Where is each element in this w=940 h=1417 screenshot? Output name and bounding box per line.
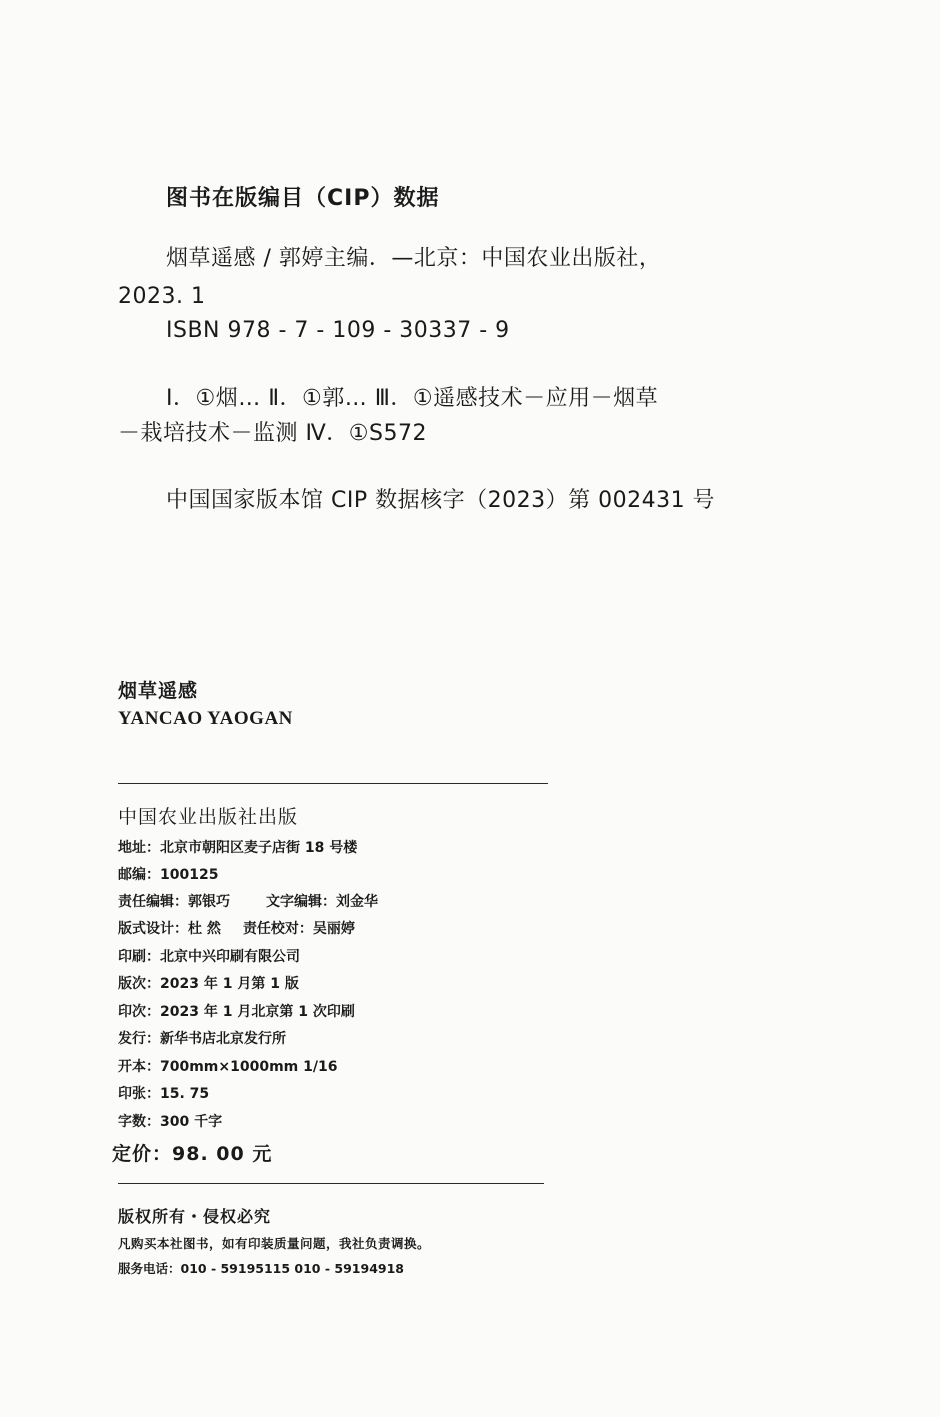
divider-bottom [118, 1183, 544, 1184]
cip-year-line: 2023. 1 [118, 284, 206, 309]
cip-isbn-line: ISBN 978 - 7 - 109 - 30337 - 9 [166, 318, 510, 343]
service-phone: 服务电话：010 - 59195115 010 - 59194918 [118, 1261, 404, 1276]
word-count-line: 字数：300 千字 [118, 1114, 223, 1130]
printing-line: 印次：2023 年 1 月北京第 1 次印刷 [118, 1004, 355, 1020]
divider-top [118, 783, 548, 784]
postcode-line: 邮编：100125 [118, 867, 219, 883]
publisher-statement: 中国农业出版社出版 [118, 806, 299, 828]
sheets-line: 印张：15. 75 [118, 1086, 210, 1102]
edition-line: 版次：2023 年 1 月第 1 版 [118, 976, 299, 992]
address-line: 地址：北京市朝阳区麦子店街 18 号楼 [118, 840, 358, 856]
cip-heading: 图书在版编目（CIP）数据 [166, 186, 440, 211]
design-line [118, 918, 355, 938]
cip-classification-line: Ⅰ．①烟… Ⅱ．①郭… Ⅲ．①遥感技术－应用－烟草 [166, 386, 659, 411]
layout-designer: 版式设计：杜 然 [118, 921, 221, 937]
cip-classification-continued: －栽培技术－监测 Ⅳ．①S572 [118, 421, 427, 446]
rights-statement: 版权所有・侵权必究 [118, 1207, 272, 1226]
price-line: 定价：98. 00 元 [112, 1143, 273, 1165]
book-title-pinyin: YANCAO YAOGAN [118, 708, 293, 729]
proofreader: 责任校对：吴丽婷 [242, 921, 355, 937]
cip-title-line: 烟草遥感 / 郭婷主编．—北京：中国农业出版社， [166, 246, 662, 271]
format-line: 开本：700mm×1000mm 1/16 [118, 1059, 338, 1075]
exchange-notice: 凡购买本社图书，如有印装质量问题，我社负责调换。 [118, 1236, 431, 1251]
printer-line: 印刷：北京中兴印刷有限公司 [118, 949, 300, 965]
text-editor: 文字编辑：刘金华 [266, 894, 378, 910]
book-title: 烟草遥感 [118, 680, 199, 702]
distributor-line: 发行：新华书店北京发行所 [118, 1031, 286, 1047]
responsible-editor: 责任编辑：郭银巧 [118, 894, 230, 910]
editors-line [118, 891, 378, 911]
cip-record-number: 中国国家版本馆 CIP 数据核字（2023）第 002431 号 [166, 488, 716, 513]
